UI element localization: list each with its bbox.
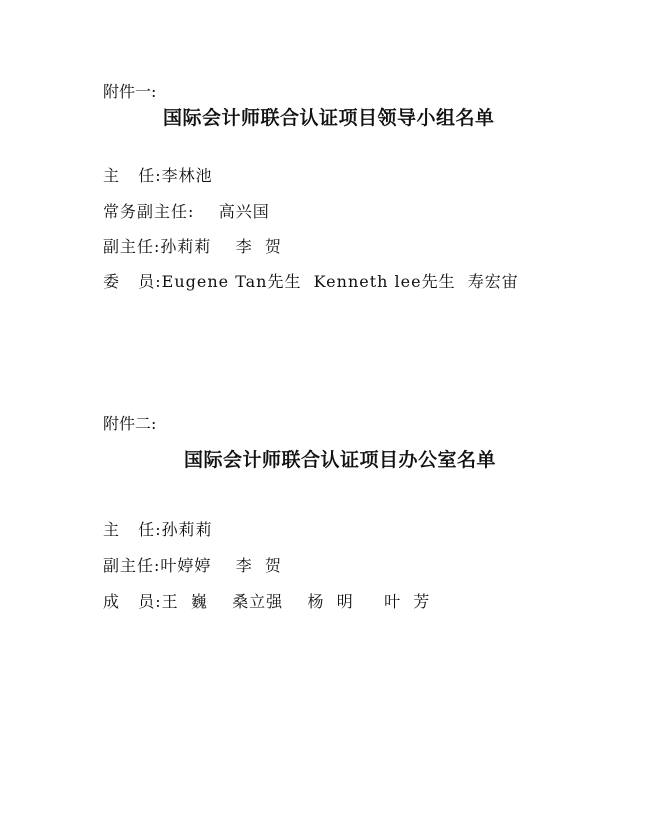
row-key: 主 任:: [103, 520, 162, 539]
leadership-group-title: 国际会计师联合认证项目领导小组名单: [163, 107, 495, 129]
row-key: 副主任:: [103, 556, 161, 575]
row-value: 孙莉莉: [161, 520, 213, 539]
row-key: 成 员:: [103, 592, 162, 611]
office-list-title: 国际会计师联合认证项目办公室名单: [184, 449, 497, 471]
row-value: 高兴国: [194, 202, 270, 221]
row-key: 常务副主任:: [103, 202, 195, 221]
annex-2-label: 附件二:: [103, 414, 157, 433]
row-value: 王 巍 桑立强 杨 明 叶 芳: [161, 592, 431, 611]
leadership-row-members: [103, 272, 519, 292]
row-value: 李林池: [161, 166, 213, 185]
row-key: 主 任:: [103, 166, 162, 185]
row-key: 副主任:: [103, 237, 161, 256]
office-row-members: [103, 592, 430, 612]
row-key: 委 员:: [103, 272, 162, 291]
row-value: 孙莉莉 李 贺: [160, 237, 282, 256]
office-row-deputy: [103, 556, 282, 576]
annex-1-label: 附件一:: [103, 82, 157, 101]
row-value: Eugene Tan先生 Kenneth lee先生 寿宏宙: [161, 272, 519, 291]
office-row-director: [103, 520, 213, 540]
leadership-row-executive-deputy: [103, 202, 270, 222]
leadership-row-deputy: [103, 237, 282, 257]
leadership-row-director: [103, 166, 213, 186]
row-value: 叶婷婷 李 贺: [160, 556, 282, 575]
